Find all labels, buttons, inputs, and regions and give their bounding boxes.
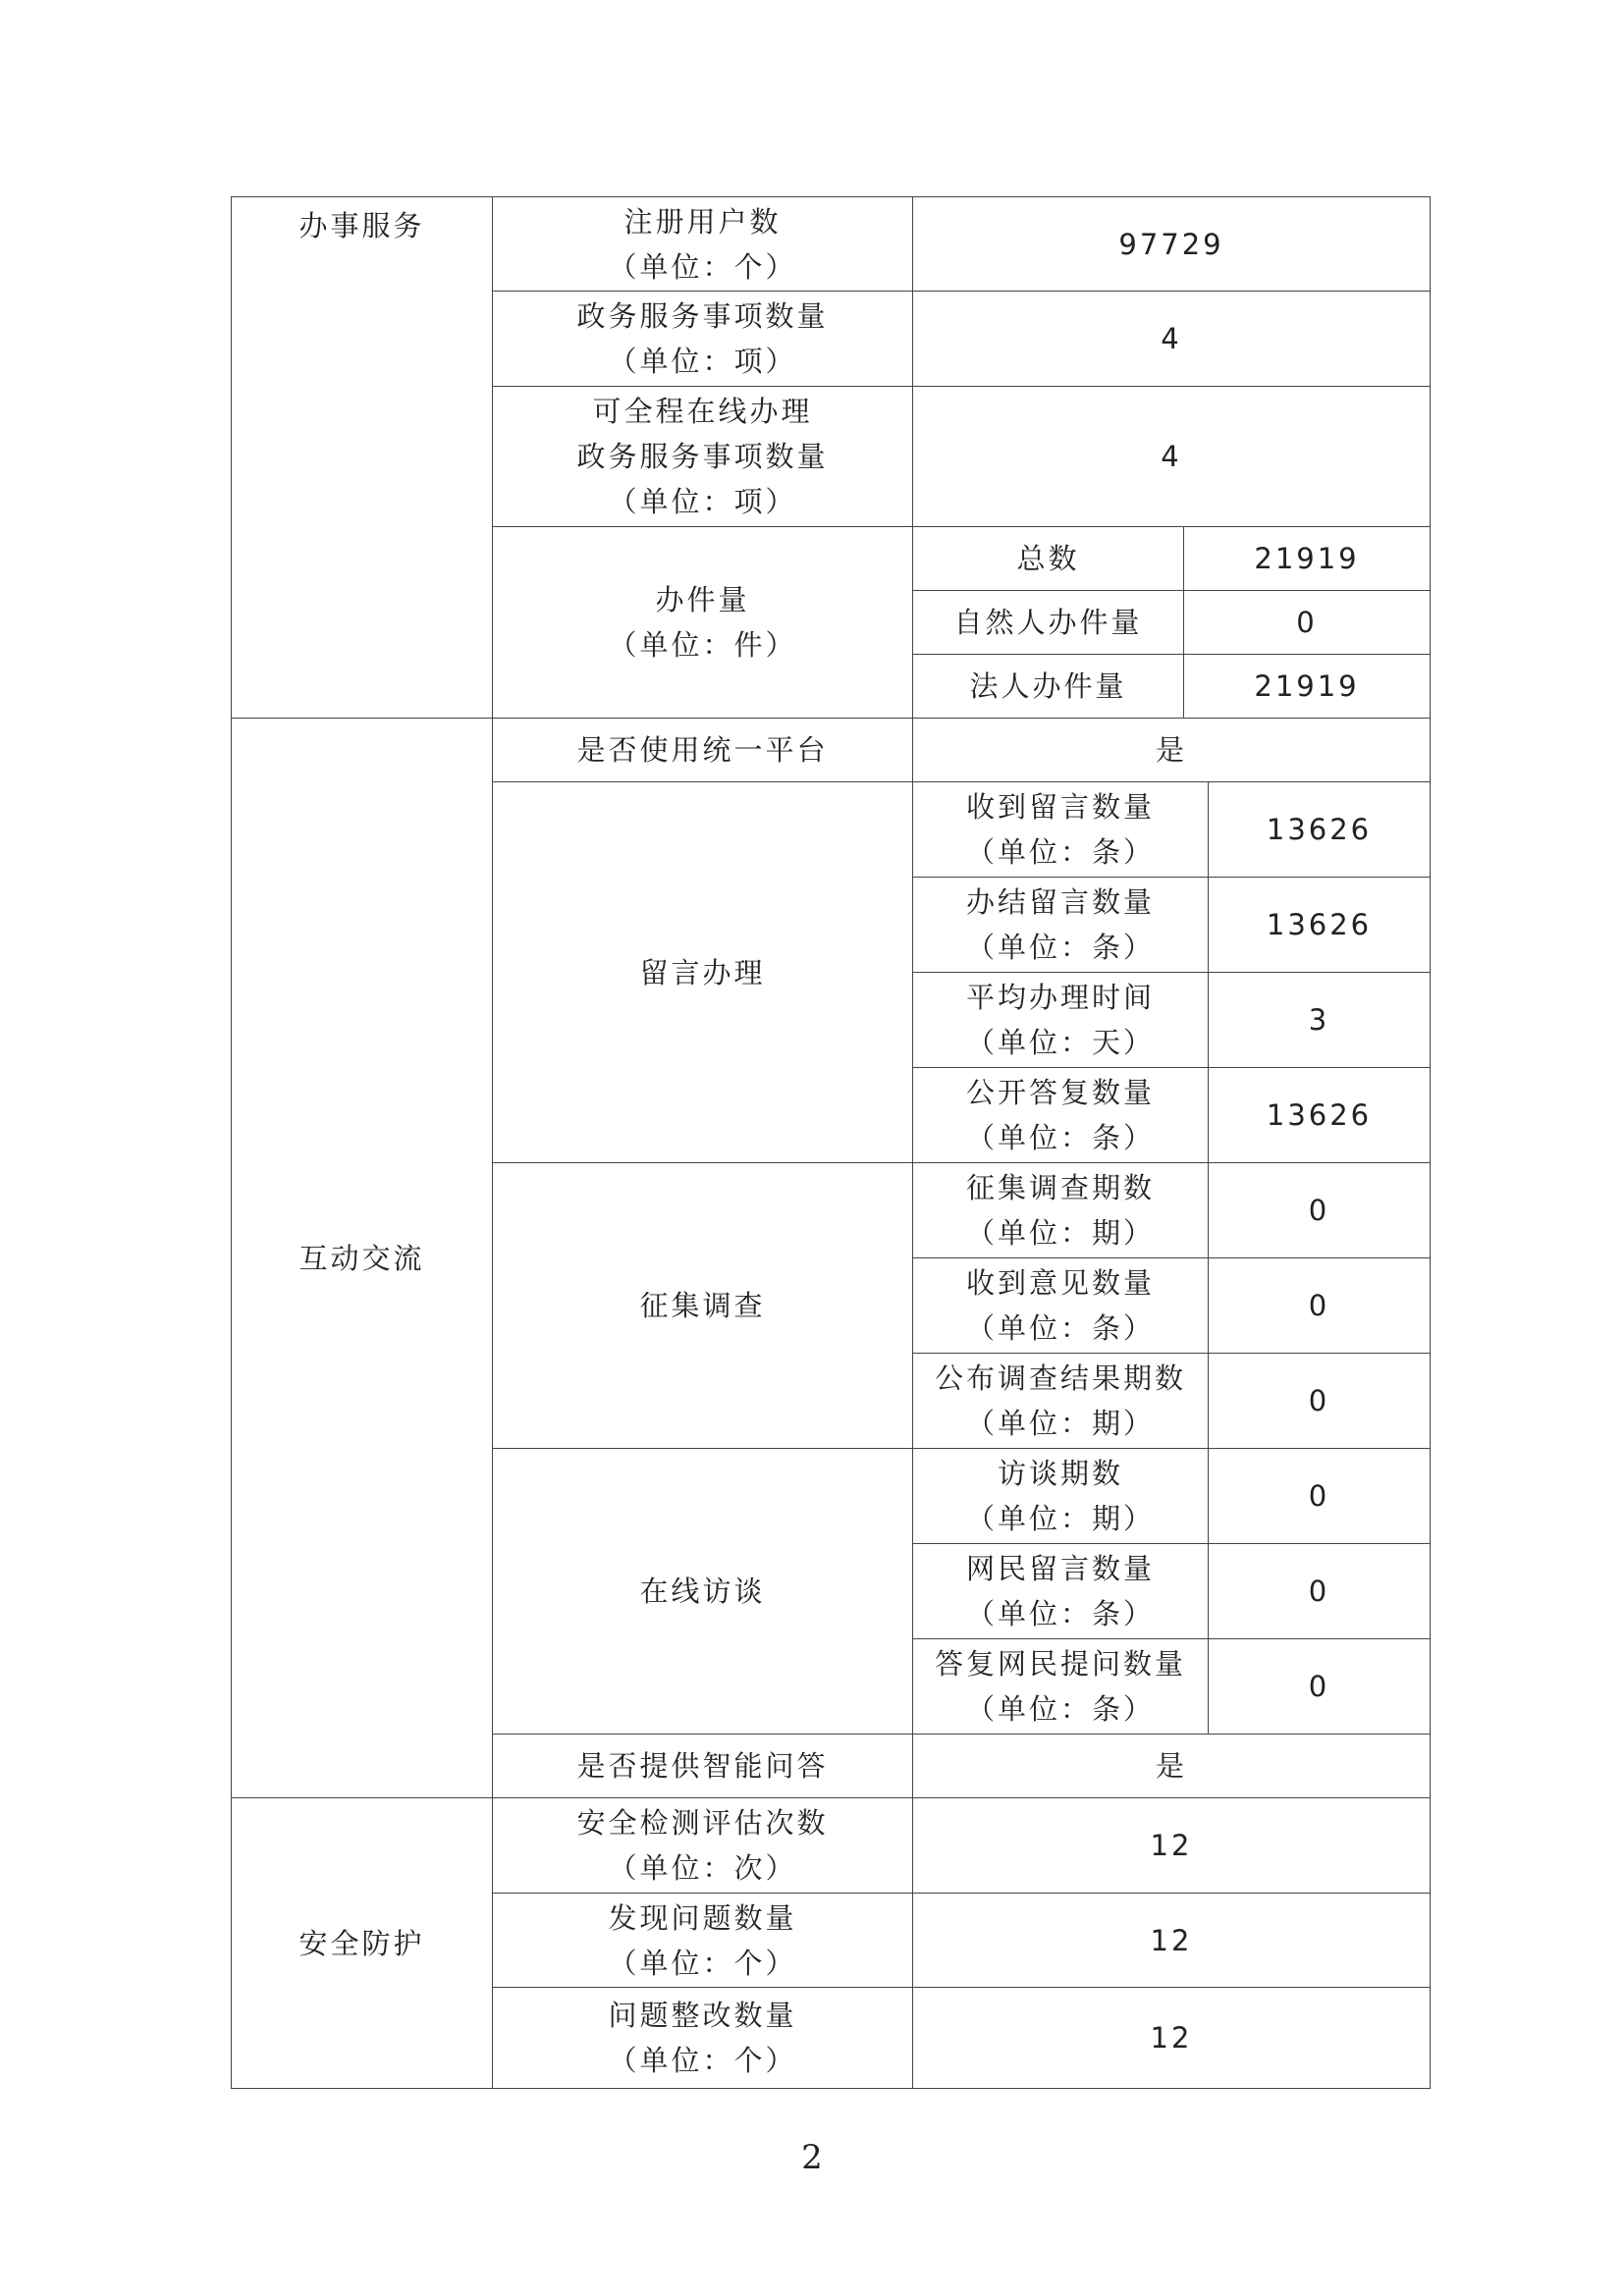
value-interview-periods: 0 [1209,1449,1431,1544]
value-survey-opinions: 0 [1209,1258,1431,1354]
table-row [232,719,1431,782]
item-security-checks: 安全检测评估次数 （单位：次） [493,1798,913,1894]
value-messages-public-replies: 13626 [1209,1068,1431,1163]
item-unified-platform: 是否使用统一平台 [493,719,913,782]
subitem-cases-natural: 自然人办件量 [913,591,1184,655]
category-service [232,197,493,719]
value-unified-platform: 是 [913,719,1431,782]
subitem-survey-periods: 征集调查期数 （单位：期） [913,1163,1209,1258]
category-label: 互动交流 [298,1241,425,1275]
value-security-problems: 12 [913,1894,1431,1988]
item-security-fixed: 问题整改数量 （单位：个） [493,1988,913,2089]
value-messages-avg-time: 3 [1209,973,1431,1068]
value-messages-received: 13626 [1209,782,1431,878]
value-survey-results: 0 [1209,1354,1431,1449]
item-online-items: 可全程在线办理 政务服务事项数量 （单位：项） [493,387,913,527]
value-security-fixed: 12 [913,1988,1431,2089]
subitem-messages-received: 收到留言数量 （单位：条） [913,782,1209,878]
category-label: 安全防护 [298,1926,425,1960]
value-registered-users: 97729 [913,197,1431,292]
item-registered-users: 注册用户数 （单位：个） [493,197,913,292]
value-interview-messages: 0 [1209,1544,1431,1639]
category-security [232,1798,493,2089]
value-interview-answers: 0 [1209,1639,1431,1735]
value-cases-total: 21919 [1184,527,1431,591]
category-label: 办事服务 [298,209,425,242]
subitem-cases-total: 总数 [913,527,1184,591]
subitem-survey-opinions: 收到意见数量 （单位：条） [913,1258,1209,1354]
value-cases-legal: 21919 [1184,655,1431,719]
subitem-messages-public-replies: 公开答复数量 （单位：条） [913,1068,1209,1163]
value-cases-natural: 0 [1184,591,1431,655]
value-security-checks: 12 [913,1798,1431,1894]
item-security-problems: 发现问题数量 （单位：个） [493,1894,913,1988]
table-row [232,1798,1431,1894]
value-smart-qa: 是 [913,1735,1431,1798]
value-messages-concluded: 13626 [1209,878,1431,973]
subitem-cases-legal: 法人办件量 [913,655,1184,719]
item-smart-qa: 是否提供智能问答 [493,1735,913,1798]
value-online-items: 4 [913,387,1431,527]
category-interaction [232,719,493,1798]
value-survey-periods: 0 [1209,1163,1431,1258]
item-messages: 留言办理 [493,782,913,1163]
subitem-messages-concluded: 办结留言数量 （单位：条） [913,878,1209,973]
subitem-messages-avg-time: 平均办理时间 （单位：天） [913,973,1209,1068]
item-service-items: 政务服务事项数量 （单位：项） [493,292,913,387]
page-number: 2 [801,2138,823,2177]
value-service-items: 4 [913,292,1431,387]
subitem-interview-messages: 网民留言数量 （单位：条） [913,1544,1209,1639]
item-cases: 办件量 （单位：件） [493,527,913,719]
subitem-survey-results: 公布调查结果期数 （单位：期） [913,1354,1209,1449]
statistics-table [231,196,1431,2089]
subitem-interview-answers: 答复网民提问数量 （单位：条） [913,1639,1209,1735]
item-interview: 在线访谈 [493,1449,913,1735]
item-survey: 征集调查 [493,1163,913,1449]
subitem-interview-periods: 访谈期数 （单位：期） [913,1449,1209,1544]
table-row [232,197,1431,292]
